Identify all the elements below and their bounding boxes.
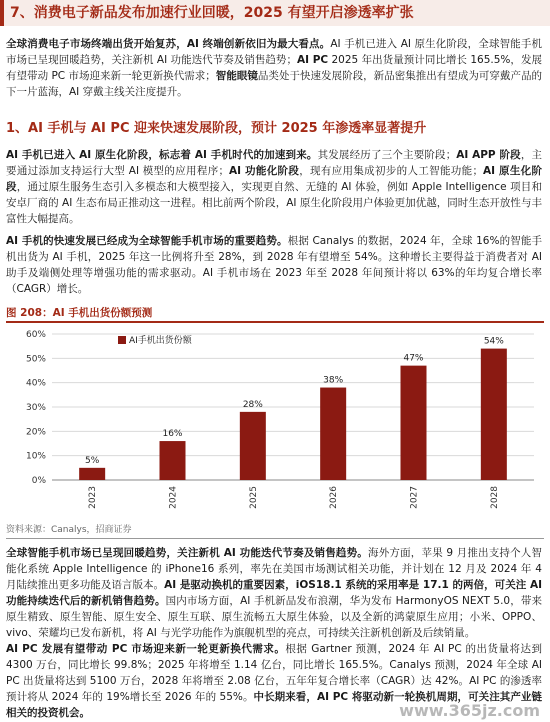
ai-phone-share-chart xyxy=(6,322,544,520)
stage-native: AI 原生化阶段 xyxy=(6,165,542,193)
intro-text-3: 品类处于快速发展阶段，新品密集推出有望成为可穿戴产品的下一片蓝海，AI 穿戴主线关注度提升。 xyxy=(6,70,543,98)
data-label: 47% xyxy=(403,353,424,364)
figure-bottom-rule xyxy=(6,538,544,539)
y-tick-label: 40% xyxy=(25,378,46,389)
watermark: www.365jz.com xyxy=(399,701,540,720)
subsection-heading: 1、AI 手机与 AI PC 迎来快速发展阶段，预计 2025 年渗透率显著提升 xyxy=(6,121,427,136)
stages-text-3: ，现有应用集成初步的人工智能功能； xyxy=(299,165,483,177)
stage-app: AI APP 阶段 xyxy=(456,149,521,161)
intro-bold-aipc: AI PC xyxy=(296,54,329,66)
bar xyxy=(481,349,507,480)
intro-bold-glasses: 智能眼镜 xyxy=(215,70,258,82)
stage-function: AI 功能化阶段 xyxy=(229,165,300,177)
bar xyxy=(320,388,346,480)
figure-title: 图 208：AI 手机出货份额预测 xyxy=(6,305,544,323)
data-label: 38% xyxy=(323,375,344,386)
smartphone-market-paragraph xyxy=(6,545,542,641)
data-label: 5% xyxy=(85,455,100,466)
bar xyxy=(79,468,105,480)
x-tick-label: 2026 xyxy=(329,486,340,509)
y-tick-label: 20% xyxy=(25,427,46,438)
intro-paragraph xyxy=(6,36,542,100)
x-tick-label: 2028 xyxy=(489,486,500,509)
legend-swatch xyxy=(118,336,126,344)
stages-text-1: 其发展经历了三个主要阶段； xyxy=(317,149,457,161)
market-bold-1: AI 是驱动换机的重要因素，iOS18.1 系统的采用率是 17.1 的两倍，可关注 AI 功能持续迭代后的新机销售趋势。 xyxy=(6,579,543,607)
aipc-bold-end: 中长期来看，AI PC 将驱动新一轮换机周期，可关注其产业链相关的投资机会。 xyxy=(6,691,542,719)
x-tick-label: 2025 xyxy=(248,486,259,509)
data-label: 28% xyxy=(242,399,263,410)
section-heading: 7、消费电子新品发布加速行业回暖，2025 有望开启渗透率扩张 xyxy=(0,0,550,26)
legend-label: AI手机出货份额 xyxy=(129,336,192,346)
bar xyxy=(240,412,266,480)
y-tick-label: 0% xyxy=(31,476,46,486)
bar xyxy=(160,441,186,480)
intro-text-2: 2025 年出货量预计同比增长 165.5%，发展有望带动 PC 市场迎来新一轮更新换代需求； xyxy=(6,54,542,82)
intro-text-1: AI 手机已进入 AI 原生化阶段，全球智能手机市场已呈现回暖趋势，关注新机 AI 功能迭代节奏及销售趋势； xyxy=(6,38,542,66)
market-text-2: 国内市场方面，AI 手机新品发布浪潮，华为发布 HarmonyOS NEXT 5.0，带来原生精致、原生智能、原生安全、原生互联、原生流畅五大原生体验，以及全新的鸿蒙原生应用；小米、OPPO、vivo、荣耀均已发布新机，将 AI 与光学功能作为旗舰机型的亮点，可持续关注新机创新及后续销量。 xyxy=(6,595,543,639)
y-tick-label: 60% xyxy=(25,330,46,340)
market-lead: 全球智能手机市场已呈现回暖趋势，关注新机 AI 功能迭代节奏及销售趋势。 xyxy=(6,547,369,559)
canalys-paragraph xyxy=(6,233,542,297)
market-text-1: 海外方面，苹果 9 月推出支持个人智能化系统 Apple Intelligence 的 iPhone16 系列，率先在美国市场测试相关功能，并计划在 12 月及 2024 年 4 月陆续推出更多功能及语言版本。 xyxy=(6,547,543,591)
x-tick-label: 2027 xyxy=(409,486,420,509)
stages-paragraph xyxy=(6,147,542,227)
bar xyxy=(401,366,427,480)
y-tick-label: 30% xyxy=(25,403,46,413)
stages-text-2: ，主要通过添加支持运行大型 AI 模型的应用程序； xyxy=(6,149,542,177)
data-label: 54% xyxy=(483,336,504,347)
aipc-text: 根据 Gartner 预测，2024 年 AI PC 的出货量将达到 4300 万台，同比增长 99.8%；2025 年将增至 1.14 亿台，同比增长 165.5%。Canalys 预测，2024 年全球 AI PC 出货量将达到 5100 万台，2028 年将增至 2.08 亿台，五年年复合增长率（CAGR）达 42%。AI PC 的渗透率预计将从 2024 年的 19%增长至 2026 年的 55%。 xyxy=(6,643,542,703)
y-tick-label: 10% xyxy=(25,451,46,462)
data-label: 16% xyxy=(162,429,183,440)
aipc-lead: AI PC 发展有望带动 PC 市场迎来新一轮更新换代需求。 xyxy=(6,643,286,655)
y-tick-label: 50% xyxy=(25,354,46,365)
x-tick-label: 2023 xyxy=(88,486,99,509)
intro-lead: 全球消费电子市场终端出货开始复苏，AI 终端创新依旧为最大看点。 xyxy=(6,38,331,50)
canalys-text: 根据 Canalys 的数据，2024 年，全球 16%的智能手机出货为 AI 手机，2025 年这一比例将升至 28%，到 2028 年有望增至 54%。这种增长主要得益于消费者对 AI 助手及端侧处理等增强功能的需求驱动。AI 手机市场在 2023 年至 2028 年间预计将以 63%的年均复合增长率（CAGR）增长。 xyxy=(6,235,542,295)
figure-source: 资料来源：Canalys，招商证券 xyxy=(6,525,132,535)
stages-lead: AI 手机已进入 AI 原生化阶段，标志着 AI 手机时代的加速到来。 xyxy=(6,149,318,161)
canalys-lead: AI 手机的快速发展已经成为全球智能手机市场的重要趋势。 xyxy=(6,235,288,247)
stages-text-4: ，通过原生服务生态引入多模态和大模型接入，实现更自然、无缝的 AI 体验，例如 Apple Intelligence 项目和安卓厂商的 AI 生态布局正推动这一进程。相比前两个阶段，AI 原生化阶段用户体验更加优越，同时生态开放性与丰富性大幅提高。 xyxy=(6,181,543,225)
x-tick-label: 2024 xyxy=(168,486,179,509)
